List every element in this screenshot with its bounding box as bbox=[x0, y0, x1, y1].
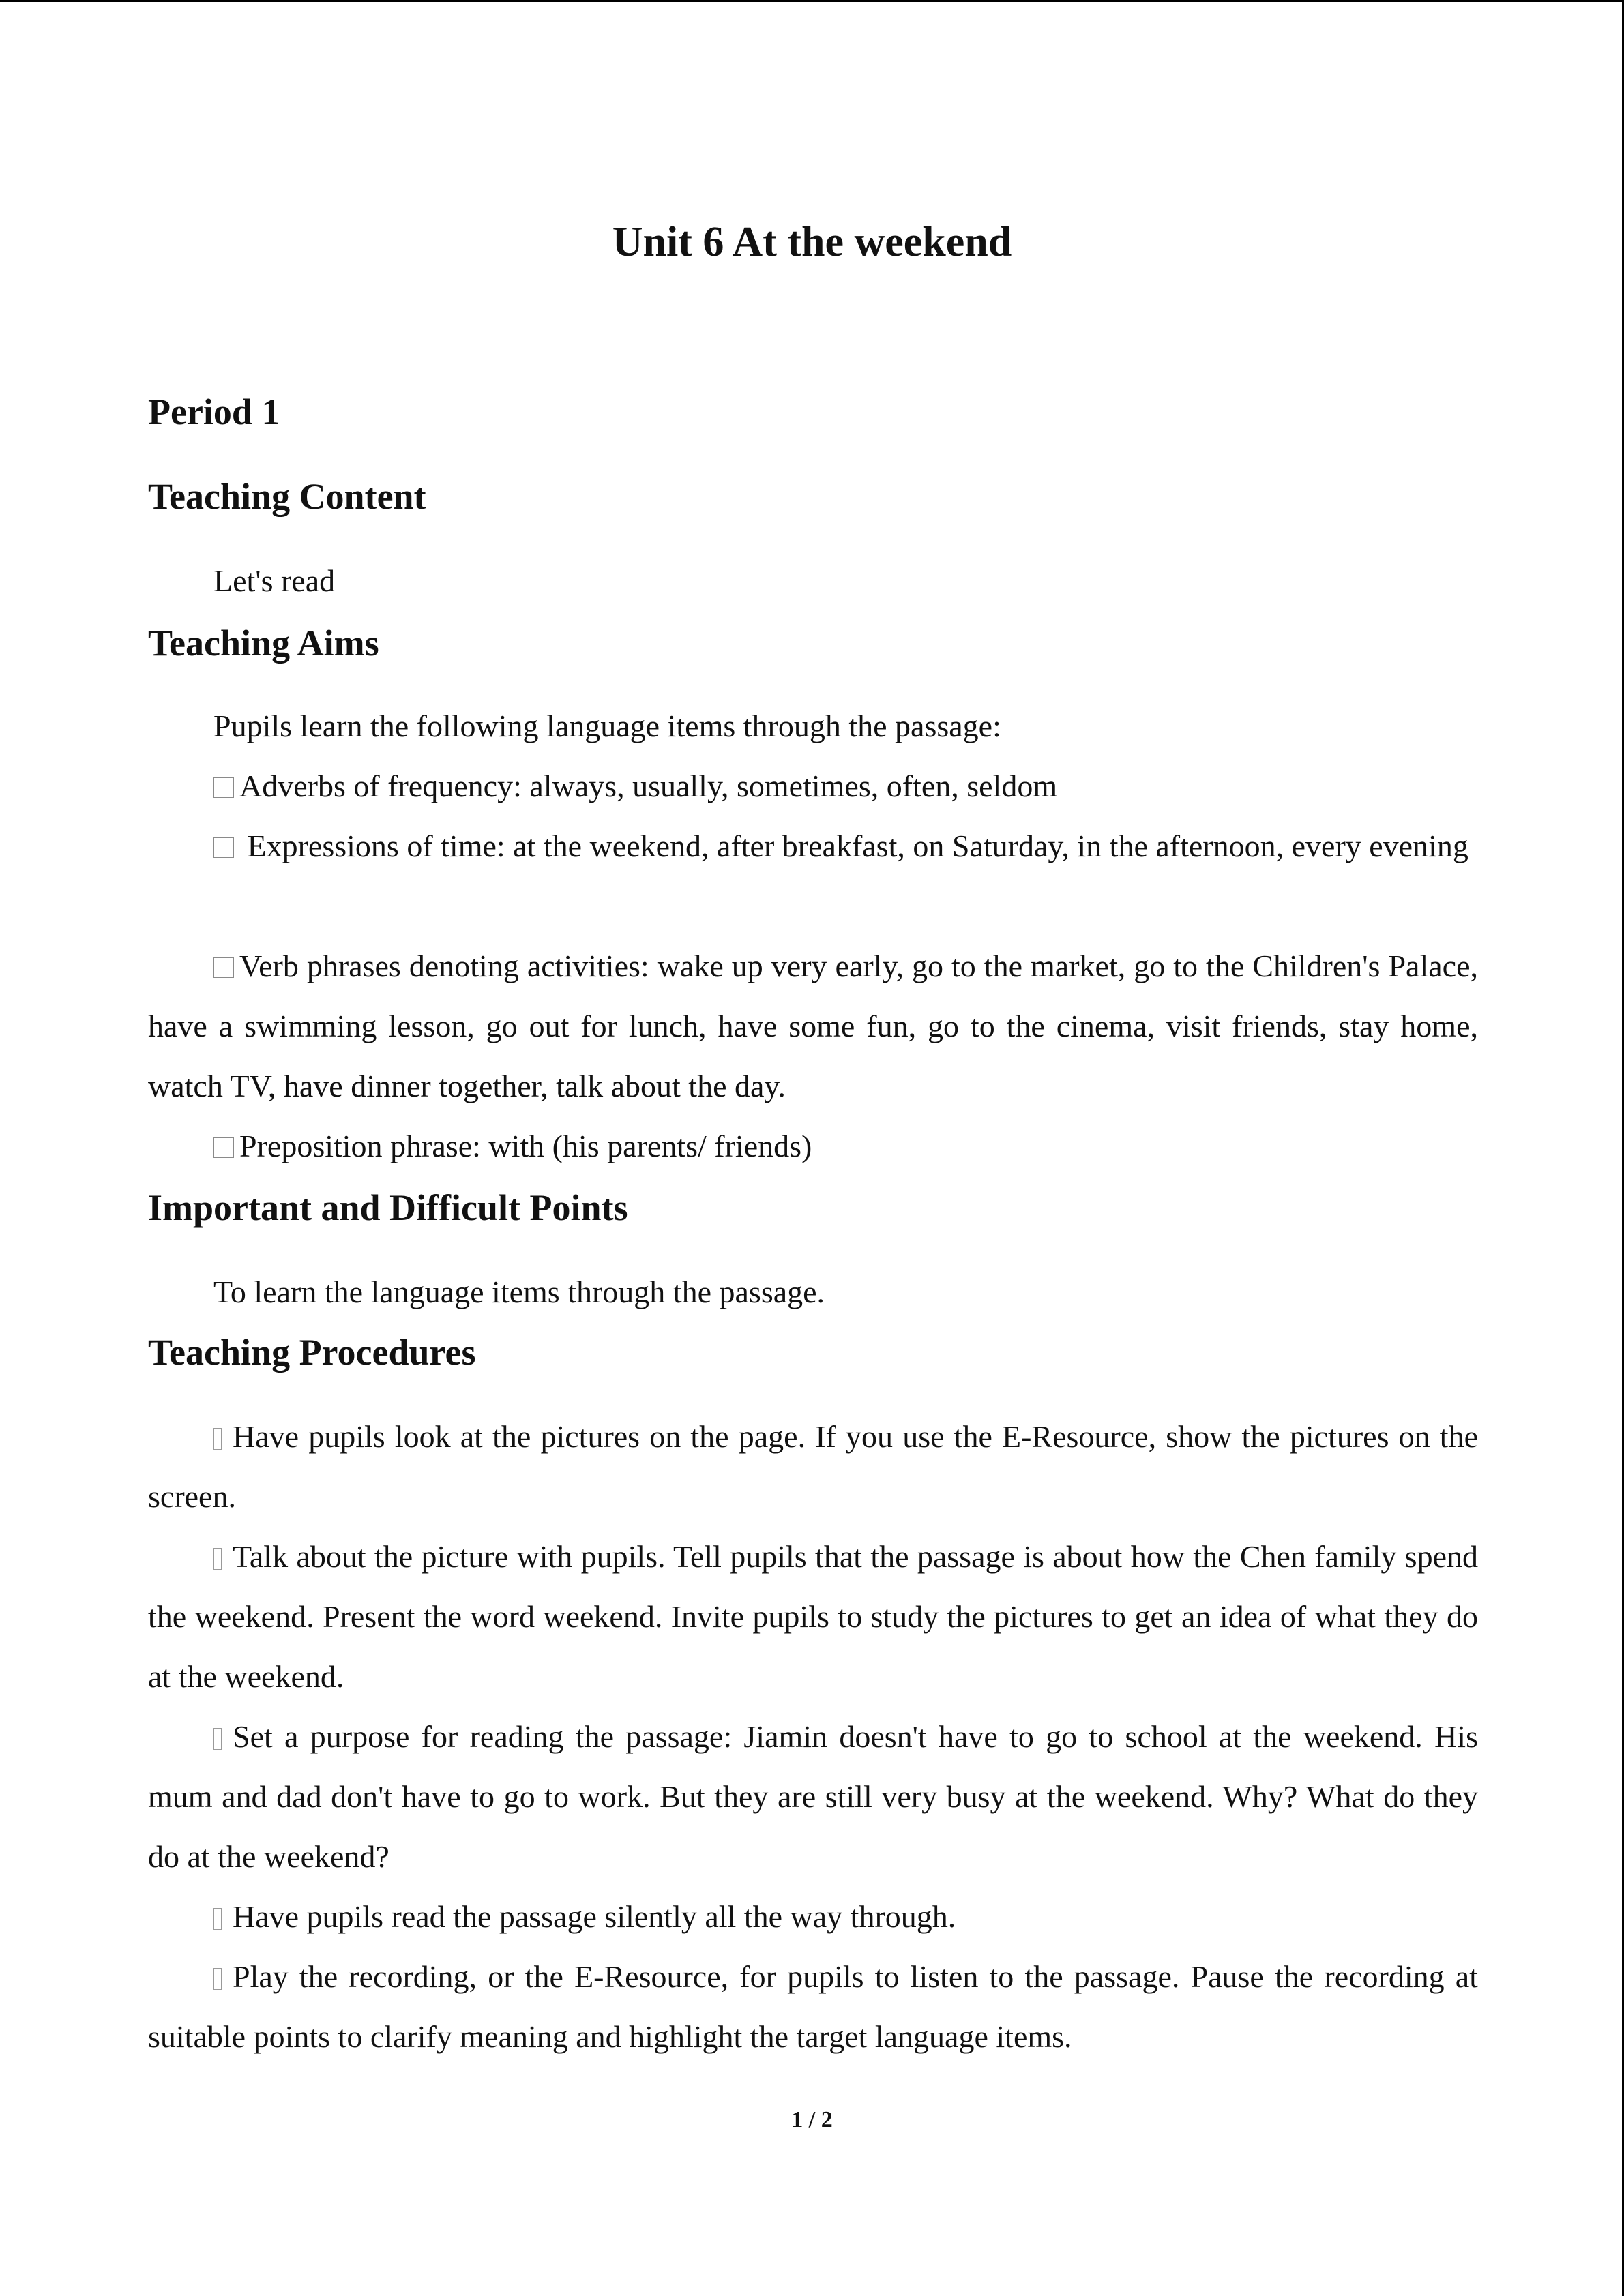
aim-item: Adverbs of frequency: always, usually, sometimes, often, seldom bbox=[148, 756, 1478, 816]
step-marker-icon bbox=[213, 1428, 222, 1450]
procedure-step: Have pupils look at the pictures on the page. If you use the E-Resource, show the pictures on the screen. bbox=[148, 1419, 1478, 1514]
page-number: 1 / 2 bbox=[791, 2107, 833, 2132]
important-points-text: To learn the language items through the passage. bbox=[213, 1274, 825, 1309]
checkbox-bullet-icon bbox=[213, 837, 234, 858]
step-marker-icon bbox=[213, 1548, 222, 1570]
important-points-heading: Important and Difficult Points bbox=[148, 1187, 628, 1228]
aim-item: Verb phrases denoting activities: wake up very early, go to the market, go to the Children's Palace, have a swimming lesson, go out for lunch, have some fun, go to the cinema, visit friends, stay home, watch TV, have dinner together, talk about the day. bbox=[148, 949, 1478, 1103]
teaching-aims-intro: Pupils learn the following language items through the passage: bbox=[213, 709, 1001, 743]
teaching-procedures-heading: Teaching Procedures bbox=[148, 1332, 476, 1373]
step-marker-icon bbox=[213, 1908, 222, 1930]
document-title: Unit 6 At the weekend bbox=[612, 219, 1012, 265]
procedure-step: Have pupils read the passage silently all the way through. bbox=[148, 1887, 1478, 1947]
teaching-aims-heading: Teaching Aims bbox=[148, 623, 379, 664]
aim-item: Expressions of time: at the weekend, after breakfast, on Saturday, in the afternoon, every evening bbox=[148, 816, 1478, 876]
period-heading: Period 1 bbox=[148, 391, 280, 432]
procedure-step: Set a purpose for reading the passage: Jiamin doesn't have to go to school at the weekend. His mum and dad don't have to go to work. But they are still very busy at the weekend. Why? What do they do at the weekend? bbox=[148, 1719, 1478, 1874]
checkbox-bullet-icon bbox=[213, 777, 234, 798]
checkbox-bullet-icon bbox=[213, 1137, 234, 1158]
aim-item: Preposition phrase: with (his parents/ friends) bbox=[148, 1116, 1478, 1176]
teaching-content-heading: Teaching Content bbox=[148, 476, 426, 517]
step-marker-icon bbox=[213, 1728, 222, 1750]
procedure-step: Talk about the picture with pupils. Tell pupils that the passage is about how the Chen family spend the weekend. Present the word weekend. Invite pupils to study the pictures to get an idea of what they do at the weekend. bbox=[148, 1539, 1478, 1694]
step-marker-icon bbox=[213, 1968, 222, 1990]
teaching-content-text: Let's read bbox=[213, 563, 336, 598]
checkbox-bullet-icon bbox=[213, 957, 234, 978]
procedure-step: Play the recording, or the E-Resource, for pupils to listen to the passage. Pause the recording at suitable points to clarify meaning and highlight the target language items. bbox=[148, 1959, 1478, 2054]
